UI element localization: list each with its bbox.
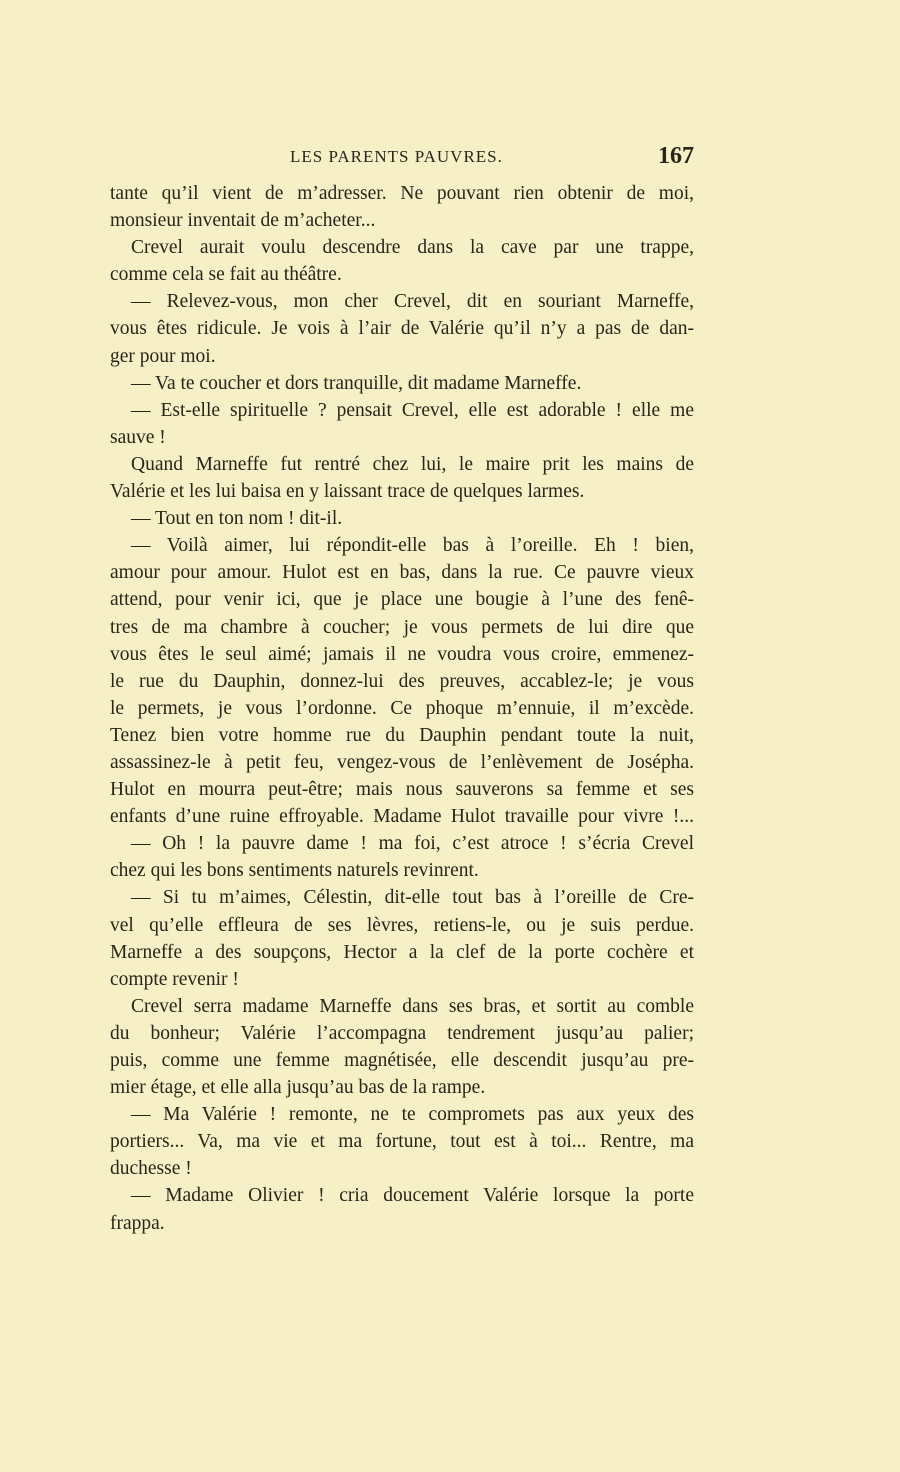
text-line: Quand Marneffe fut rentré chez lui, le maire prit les mains de — [131, 453, 694, 475]
text-line: portiers... Va, ma vie et ma fortune, tout est à toi... Rentre, ma — [110, 1131, 694, 1153]
text-line: comme cela se fait au théâtre. — [110, 264, 342, 286]
text-line: — Madame Olivier ! cria doucement Valérie lorsque la porte — [131, 1185, 694, 1207]
text-line: Tenez bien votre homme rue du Dauphin pendant toute la nuit, — [110, 724, 694, 746]
text-line: sauve ! — [110, 426, 166, 448]
page-body-text — [110, 180, 694, 1237]
running-title: LES PARENTS PAUVRES. — [290, 147, 503, 166]
text-line: compte revenir ! — [110, 968, 239, 990]
text-line: — Voilà aimer, lui répondit-elle bas à l’oreille. Eh ! bien, — [131, 535, 694, 557]
text-line: le rue du Dauphin, donnez-lui des preuves, accablez-le; je vous — [110, 670, 694, 692]
text-line: — Ma Valérie ! remonte, ne te compromets pas aux yeux des — [131, 1104, 694, 1126]
text-line: vous êtes le seul aimé; jamais il ne voudra vous croire, emmenez- — [110, 643, 694, 665]
text-line: du bonheur; Valérie l’accompagna tendrement jusqu’au palier; — [110, 1022, 694, 1044]
page-number: 167 — [658, 143, 694, 169]
text-line: — Tout en ton nom ! dit-il. — [131, 508, 343, 530]
text-line: attend, pour venir ici, que je place une bougie à l’une des fenê- — [110, 589, 694, 611]
text-line: monsieur inventait de m’acheter... — [110, 210, 376, 232]
text-line: tres de ma chambre à coucher; je vous permets de lui dire que — [110, 616, 694, 638]
text-line: duchesse ! — [110, 1158, 192, 1180]
text-line: chez qui les bons sentiments naturels revinrent. — [110, 860, 479, 882]
text-line: Valérie et les lui baisa en y laissant trace de quelques larmes. — [110, 481, 585, 503]
text-line: Hulot en mourra peut-être; mais nous sauverons sa femme et ses — [110, 779, 694, 801]
text-line: le permets, je vous l’ordonne. Ce phoque m’ennuie, il m’excède. — [110, 697, 694, 719]
text-line: amour pour amour. Hulot est en bas, dans la rue. Ce pauvre vieux — [110, 562, 694, 584]
text-line: Crevel aurait voulu descendre dans la cave par une trappe, — [131, 237, 694, 259]
text-line: ger pour moi. — [110, 345, 216, 367]
text-line: vel qu’elle effleura de ses lèvres, retiens-le, ou je suis perdue. — [110, 914, 694, 936]
text-line: Marneffe a des soupçons, Hector a la clef de la porte cochère et — [110, 941, 694, 963]
text-line: — Si tu m’aimes, Célestin, dit-elle tout bas à l’oreille de Cre- — [131, 887, 694, 909]
text-line: — Relevez-vous, mon cher Crevel, dit en souriant Marneffe, — [131, 291, 694, 313]
text-line: mier étage, et elle alla jusqu’au bas de la rampe. — [110, 1077, 486, 1099]
text-line: frappa. — [110, 1212, 165, 1234]
text-line: puis, comme une femme magnétisée, elle descendit jusqu’au pre- — [110, 1050, 694, 1071]
text-line: tante qu’il vient de m’adresser. Ne pouvant rien obtenir de moi, — [110, 183, 694, 204]
text-line: — Est-elle spirituelle ? pensait Crevel, elle est adorable ! elle me — [131, 399, 694, 421]
page-header — [110, 143, 694, 171]
text-line: — Va te coucher et dors tranquille, dit madame Marneffe. — [131, 372, 582, 394]
text-line: vous êtes ridicule. Je vois à l’air de Valérie qu’il n’y a pas de dan- — [110, 318, 694, 340]
text-line: — Oh ! la pauvre dame ! ma foi, c’est atroce ! s’écria Crevel — [131, 833, 694, 855]
text-line: Crevel serra madame Marneffe dans ses bras, et sortit au comble — [131, 995, 694, 1017]
text-line: enfants d’une ruine effroyable. Madame Hulot travaille pour vivre !... — [110, 806, 694, 828]
text-line: assassinez-le à petit feu, vengez-vous de l’enlèvement de Josépha. — [110, 751, 694, 773]
